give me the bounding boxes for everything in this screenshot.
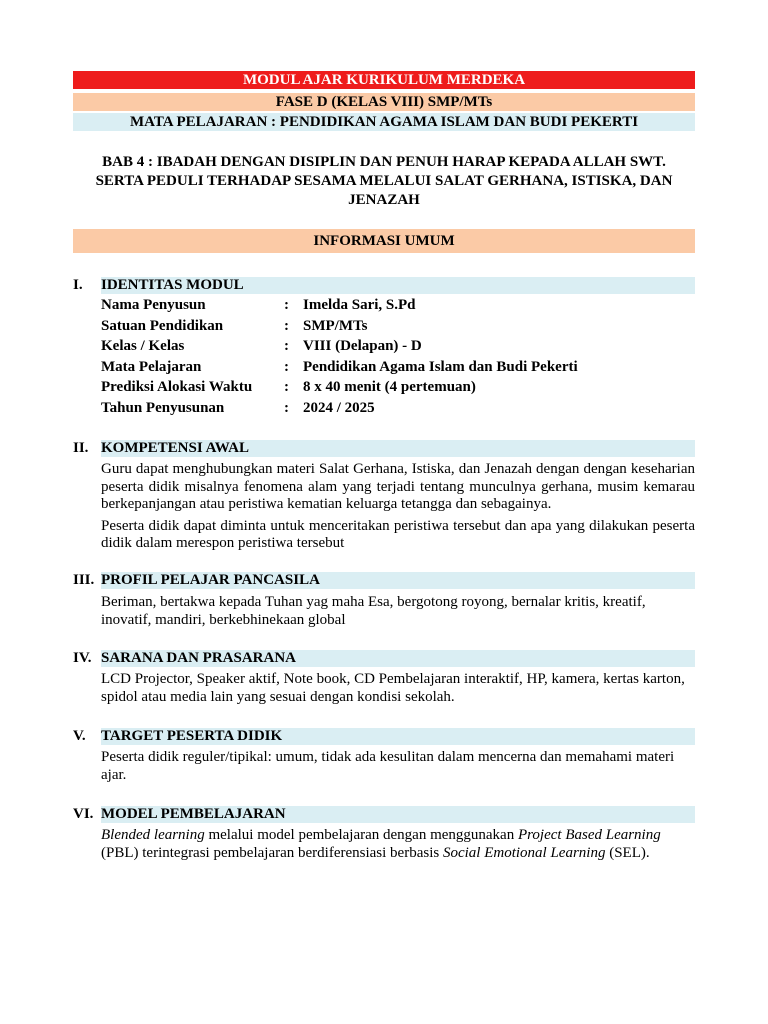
- section-title: MODEL PEMBELAJARAN: [101, 806, 695, 823]
- text-run: (SEL).: [605, 844, 650, 861]
- identity-row: [101, 357, 695, 378]
- identity-sep: :: [284, 297, 289, 313]
- section-heading-profil: [73, 572, 695, 589]
- section-heading-identitas: [73, 277, 695, 294]
- chapter-line-3: JENAZAH: [348, 192, 420, 208]
- identity-sep: :: [284, 399, 289, 416]
- section-heading-model: [73, 806, 695, 823]
- chapter-title: [73, 153, 695, 210]
- section-number: IV.: [73, 650, 92, 666]
- fase-title: FASE D (KELAS VIII) SMP/MTs: [73, 93, 695, 111]
- italic-term: Social Emotional Learning: [442, 844, 606, 861]
- section-title: KOMPETENSI AWAL: [101, 440, 695, 457]
- identity-row: [101, 398, 695, 419]
- general-info-heading: INFORMASI UMUM: [73, 229, 695, 253]
- identity-table: [101, 295, 695, 418]
- identity-key: Prediksi Alokasi Waktu: [101, 379, 253, 395]
- paragraph: [101, 827, 695, 862]
- identity-sep: :: [284, 317, 289, 334]
- identity-row: [101, 316, 695, 337]
- section-body-kompetensi: [101, 461, 695, 553]
- identity-value: 2024 / 2025: [303, 399, 375, 416]
- identity-value: 8 x 40 menit (4 pertemuan): [303, 379, 476, 395]
- section-number: I.: [73, 277, 83, 293]
- identity-key: Nama Penyusun: [101, 297, 206, 313]
- section-heading-target: [73, 728, 695, 745]
- section-body-target: [101, 749, 695, 784]
- paragraph: Peserta didik dapat diminta untuk menceritakan peristiwa tersebut dan apa yang dilakukan peserta didik dalam merespon peristiwa tersebut: [101, 517, 695, 551]
- paragraph: Peserta didik reguler/tipikal: umum, tidak ada kesulitan dalam mencerna dan memahami materi ajar.: [101, 749, 675, 783]
- module-title: MODUL AJAR KURIKULUM MERDEKA: [73, 71, 695, 89]
- identity-key: Satuan Pendidikan: [101, 317, 224, 334]
- section-heading-kompetensi: [73, 440, 695, 457]
- text-run: (PBL) terintegrasi pembelajaran berdiferensiasi berbasis: [101, 844, 443, 861]
- identity-row: [101, 336, 695, 357]
- section-number: II.: [73, 440, 89, 456]
- section-title: PROFIL PELAJAR PANCASILA: [101, 572, 695, 589]
- italic-term: Project Based Learning: [517, 827, 661, 843]
- subject-title: MATA PELAJARAN : PENDIDIKAN AGAMA ISLAM DAN BUDI PEKERTI: [73, 113, 695, 131]
- chapter-line-2: SERTA PEDULI TERHADAP SESAMA MELALUI SALAT GERHANA, ISTISKA, DAN: [95, 173, 673, 189]
- identity-row: [101, 295, 695, 316]
- paragraph: LCD Projector, Speaker aktif, Note book, CD Pembelajaran interaktif, HP, kamera, kertas karton, spidol atau media lain yang sesuai dengan kondisi sekolah.: [101, 671, 685, 705]
- section-title: IDENTITAS MODUL: [101, 277, 695, 294]
- section-number: V.: [73, 728, 86, 744]
- identity-value: Pendidikan Agama Islam dan Budi Pekerti: [303, 358, 578, 375]
- identity-sep: :: [284, 338, 289, 354]
- section-body-sarana: [101, 671, 695, 706]
- identity-value: Imelda Sari, S.Pd: [303, 297, 416, 313]
- paragraph: Beriman, bertakwa kepada Tuhan yag maha Esa, bergotong royong, bernalar kritis, kreatif, inovatif, mandiri, berkebhinekaan global: [101, 594, 646, 628]
- identity-key: Tahun Penyusunan: [101, 399, 225, 416]
- section-number: VI.: [73, 806, 94, 822]
- identity-sep: :: [284, 358, 289, 375]
- section-body-profil: [101, 594, 695, 629]
- identity-value: SMP/MTs: [303, 317, 368, 334]
- section-heading-sarana: [73, 650, 695, 667]
- section-title: TARGET PESERTA DIDIK: [101, 728, 695, 745]
- identity-key: Mata Pelajaran: [101, 358, 202, 375]
- identity-key: Kelas / Kelas: [101, 338, 185, 354]
- italic-term: Blended learning: [101, 827, 205, 843]
- section-body-model: [101, 827, 695, 862]
- text-run: melalui model pembelajaran dengan menggunakan: [204, 827, 518, 843]
- section-number: III.: [73, 572, 95, 588]
- identity-sep: :: [284, 379, 289, 395]
- chapter-line-1: BAB 4 : IBADAH DENGAN DISIPLIN DAN PENUH HARAP KEPADA ALLAH SWT.: [102, 154, 666, 170]
- paragraph: Guru dapat menghubungkan materi Salat Gerhana, Istiska, dan Jenazah dengan dengan keseharian peserta didik misalnya fenomena alam yang terjadi tentang munculnya gerhana, musim kemarau berkepanjangan atau peristiwa kematian keluarga tetangga dan sebagainya.: [101, 461, 695, 512]
- identity-value: VIII (Delapan) - D: [303, 338, 422, 354]
- identity-row: [101, 377, 695, 398]
- section-title: SARANA DAN PRASARANA: [101, 650, 695, 667]
